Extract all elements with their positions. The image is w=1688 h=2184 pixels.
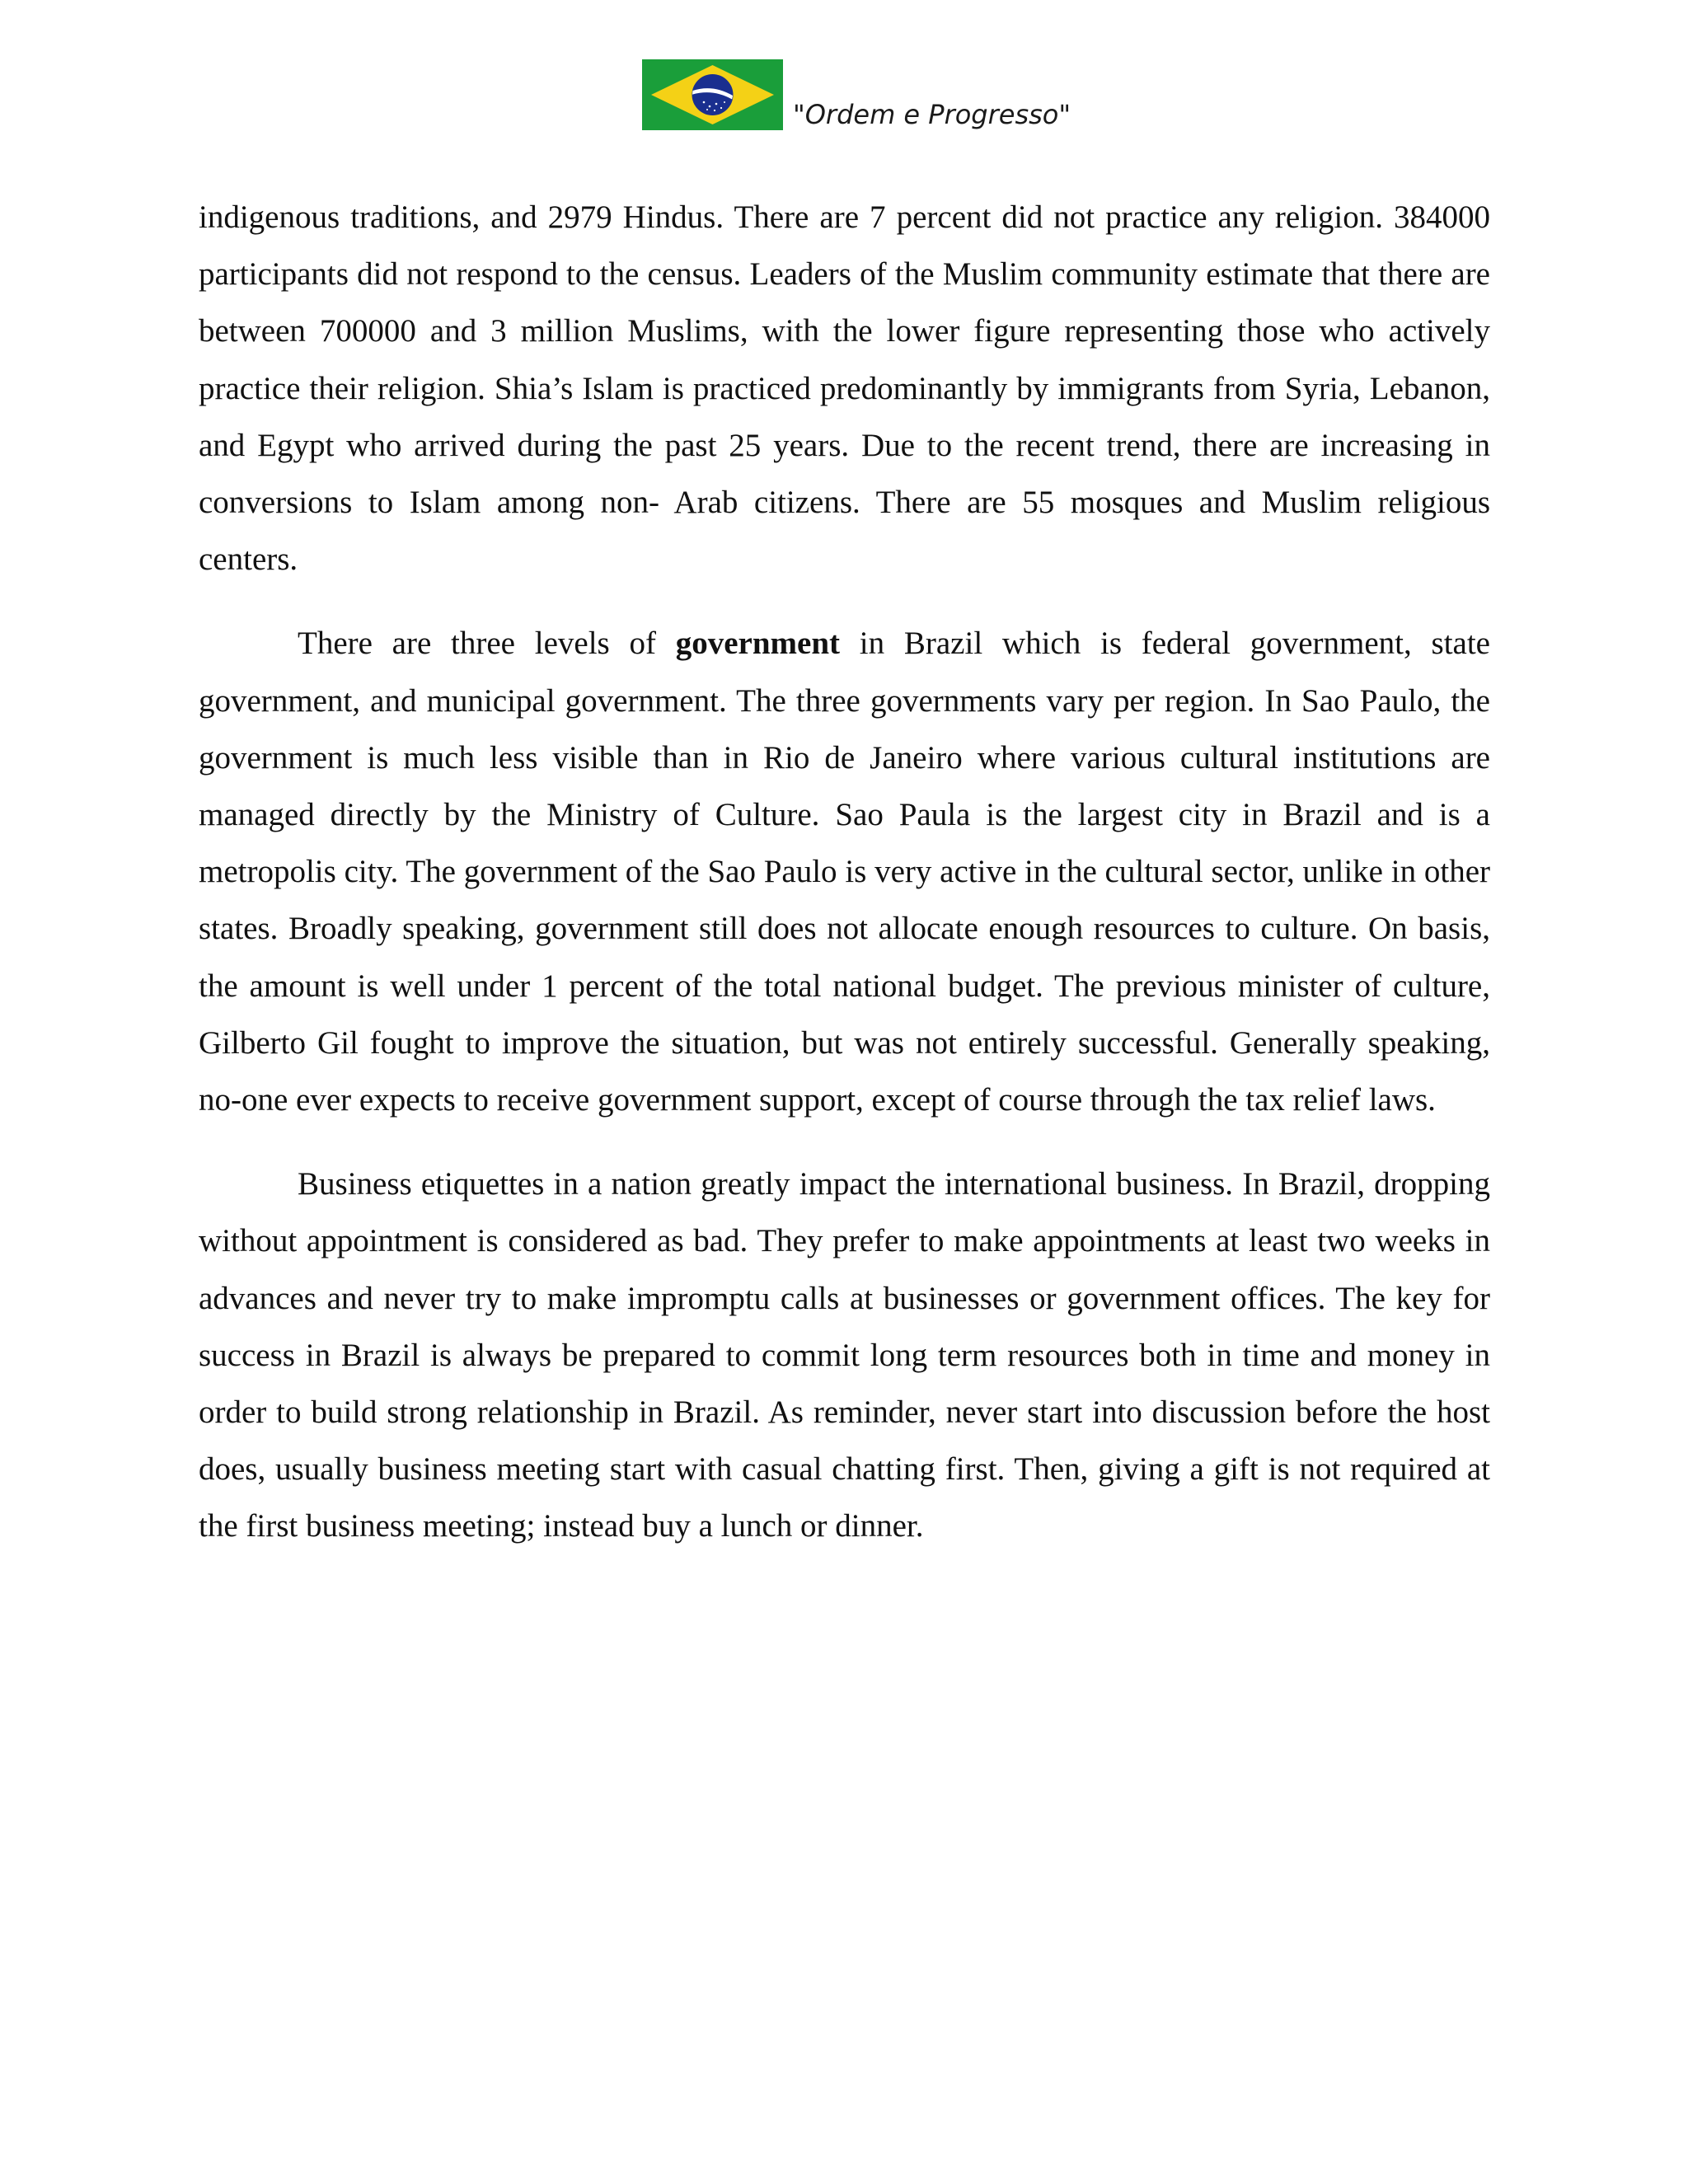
- header-motto: "Ordem e Progresso": [793, 99, 1071, 130]
- paragraph-government: [199, 615, 1490, 1128]
- paragraph-business-etiquette: Business etiquettes in a nation greatly impact the international business. In Brazil, dropping without appointment is considered as bad. They prefer to make appointments at least two weeks in advances and never try to make impromptu calls at businesses or government offices. The key for success in Brazil is always be prepared to commit long term resources both in time and money in order to build strong relationship in Brazil. As reminder, never start into discussion before the host does, usually business meeting start with casual chatting first. Then, giving a gift is not required at the first business meeting; instead buy a lunch or dinner.: [199, 1166, 1490, 1544]
- paragraph-religion: indigenous traditions, and 2979 Hindus. There are 7 percent did not practice any religion. 384000 participants did not respond to the census. Leaders of the Muslim community estimate that there are between 700000 and 3 million Muslims, with the lower figure representing those who actively practice their religion. Shia’s Islam is practiced predominantly by immigrants from Syria, Lebanon, and Egypt who arrived during the past 25 years. Due to the recent trend, there are increasing in conversions to Islam among non- Arab citizens. There are 55 mosques and Muslim religious centers.: [199, 199, 1490, 578]
- document-body: [199, 189, 1490, 1555]
- brazil-flag-icon: [642, 59, 783, 130]
- paragraph-government-lead: There are three levels of: [298, 626, 676, 662]
- page-header: [642, 58, 1071, 130]
- government-keyword: government: [675, 626, 841, 662]
- paragraph-government-rest: in Brazil which is federal government, state government, and municipal government. The three governments vary per region. In Sao Paulo, the government is much less visible than in Rio de Janeiro where various cultural institutions are managed directly by the Ministry of Culture. Sao Paula is the largest city in Brazil and is a metropolis city. The government of the Sao Paulo is very active in the cultural sector, unlike in other states. Broadly speaking, government still does not allocate enough resources to culture. On basis, the amount is well under 1 percent of the total national budget. The previous minister of culture, Gilberto Gil fought to improve the situation, but was not entirely successful. Generally speaking, no-one ever expects to receive government support, except of course through the tax relief laws.: [199, 626, 1490, 1118]
